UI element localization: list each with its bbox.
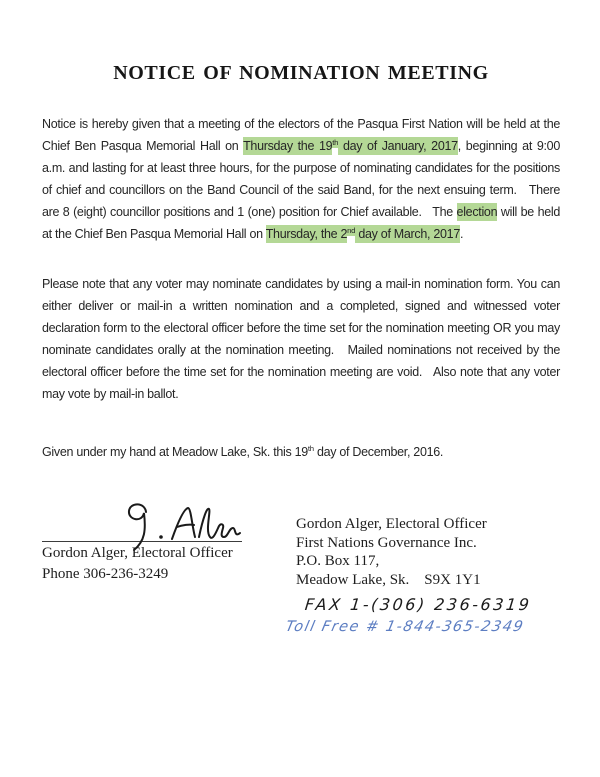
notice-paragraph-2: Please note that any voter may nominate candidates by using a mail-in nomination form. You can either deliver or mail-in a written nomination and a completed, signed and witnessed voter declaration form to the electoral officer before the time set for the nomination meeting OR you may nominate candidates orally at the nomination meeting. Mailed nominations not received by the electoral officer before the time set for the nomination meeting are void. Also note that any voter may vote by mail-in ballot. — [42, 277, 564, 401]
highlighted-text: Thursday, the 2 — [265, 227, 348, 241]
address-line: Meadow Lake, Sk. S9X 1Y1 — [296, 571, 481, 588]
highlighted-text: March, 2017 — [393, 227, 460, 241]
highlighted-text: day of January, 2017 — [338, 139, 458, 153]
text-segment: day of December, 2016. — [313, 445, 444, 459]
signature-rule-line — [42, 497, 242, 542]
text-segment: . — [459, 227, 464, 241]
text-segment: th — [307, 443, 314, 453]
address-line: Gordon Alger, Electoral Officer — [296, 516, 487, 532]
highlighted-text: election — [456, 205, 498, 219]
handwritten-signature-icon — [42, 496, 246, 552]
highlighted-text: Thursday the 19 — [243, 139, 333, 153]
signature-left-column — [42, 497, 296, 583]
address-line: First Nations Governance Inc. — [296, 534, 477, 551]
signature-block — [42, 497, 560, 636]
address-line: P.O. Box 117, — [296, 553, 380, 569]
text-segment: , beginning at 9:00 a.m. and lasting for at least three hours, for the purpose of nominating candidates for the positions of chief and councillors on the Band Council of the said Band, for the next ensuing term. There are 8 (eight) councillor positions and 1 (one) position for Chief available. The — [42, 139, 564, 219]
highlighted-text: th — [332, 137, 339, 147]
signatory-phone: Phone 306-236-3249 — [42, 565, 169, 582]
contact-address — [296, 515, 560, 589]
fax-number-handwritten: FAX 1-(306) 236-6319 — [304, 595, 533, 614]
page-title: NOTICE OF NOMINATION MEETING — [113, 62, 489, 84]
given-under-hand-line — [42, 441, 560, 463]
highlighted-text: day of — [355, 227, 394, 241]
notice-paragraph-1 — [42, 113, 564, 245]
text-segment: Notice is hereby given that a meeting of the electors of the Pasqua First Nation will be held at the Chief Ben Pasqua Memorial Hall on — [42, 117, 564, 153]
signature-right-column — [284, 497, 560, 636]
text-segment: Given under my hand at Meadow Lake, Sk. this 19 — [42, 445, 308, 459]
signatory-name: Gordon Alger, Electoral Officer — [42, 545, 233, 561]
highlighted-text: nd — [347, 225, 356, 235]
text-segment: will be held at the Chief Ben Pasqua Memorial Hall on — [42, 205, 564, 241]
tollfree-number-handwritten: Toll Free # 1-844-365-2349 — [284, 619, 526, 635]
